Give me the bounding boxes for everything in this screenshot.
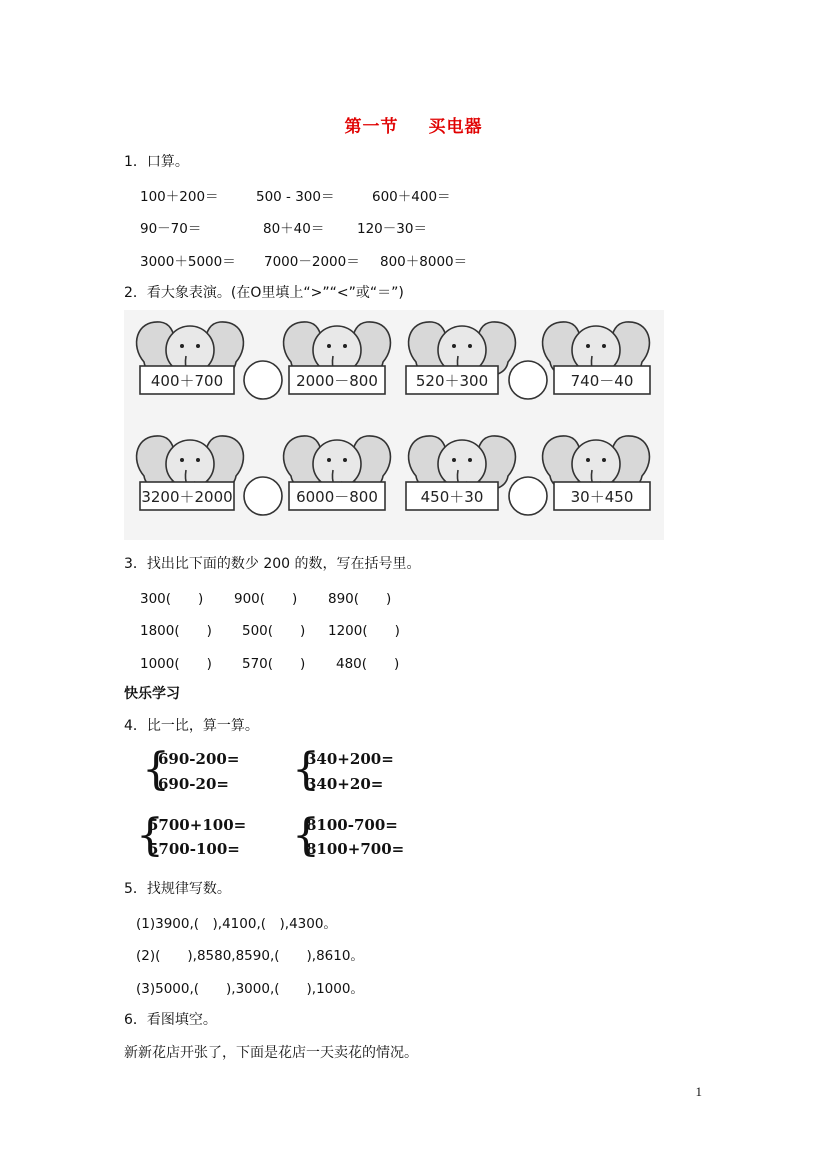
expression-text: 520＋300 [415,372,489,390]
brace-2: { [292,744,320,795]
title-part1: 第一节 [344,117,399,137]
q4-g2-a: 340+200= [306,750,394,768]
q5-label: 5．找规律写数。 [124,881,231,897]
q1-r3c3: 800＋8000＝ [380,254,468,270]
q3-r2c2: 500( ) [242,623,306,639]
q3-r1c2: 900( ) [234,591,298,607]
answer-circle[interactable] [509,477,547,515]
q1-r2c1: 90－70＝ [140,221,202,237]
q4-g2-b: 340+20= [306,775,384,793]
brace-4: { [292,810,320,861]
q3-r2c1: 1800( ) [140,623,212,639]
q3-label: 3．找出比下面的数少 200 的数，写在括号里。 [124,556,421,572]
q1-r1c1: 100＋200＝ [140,189,219,205]
q1-r1c3: 600＋400＝ [372,189,451,205]
answer-circle[interactable] [244,361,282,399]
q4-g4-b: 8100+700= [306,840,405,858]
q4-g4-a: 8100-700= [306,816,398,834]
q5-item-2: (2)( ),8580,8590,( ),8610。 [136,948,364,964]
expression-text: 450＋30 [420,488,484,506]
q3-r3c1: 1000( ) [140,656,212,672]
answer-circle[interactable] [244,477,282,515]
answer-circle[interactable] [509,361,547,399]
expression-text: 3200＋2000 [141,488,233,506]
expression-text: 30＋450 [570,488,634,506]
section-heading: 快乐学习 [124,686,180,702]
q1-label: 1．口算。 [124,154,189,170]
page-number: 1 [695,1084,702,1099]
brace-1: { [142,744,170,795]
q4-g1-b: 690-20= [158,775,229,793]
expression-text: 2000－800 [296,372,378,390]
elephant-figure [124,310,664,540]
q2-label: 2．看大象表演。(在O里填上“>”“<”或“＝”) [124,285,404,301]
q6-text: 新新花店开张了，下面是花店一天卖花的情况。 [124,1045,418,1061]
q1-r2c3: 120－30＝ [357,221,427,237]
q3-r1c3: 890( ) [328,591,392,607]
q5-item-1: (1)3900,( ),4100,( ),4300。 [136,916,337,932]
brace-3: { [136,810,164,861]
expression-text: 6000－800 [296,488,378,506]
title-part2: 买电器 [428,117,483,137]
page-title [0,112,827,137]
expression-text: 740－40 [570,372,634,390]
q1-r1c2: 500 - 300＝ [256,189,335,205]
q3-r3c2: 570( ) [242,656,306,672]
q3-r3c3: 480( ) [336,656,400,672]
expression-text: 400＋700 [150,372,224,390]
q4-g3-a: 5700+100= [148,816,247,834]
elephant-svg [124,310,664,540]
q6-label: 6．看图填空。 [124,1012,217,1028]
q3-r1c1: 300( ) [140,591,204,607]
q4-g3-b: 5700-100= [148,840,240,858]
q5-item-3: (3)5000,( ),3000,( ),1000。 [136,981,364,997]
q4-label: 4．比一比，算一算。 [124,718,259,734]
q1-r3c1: 3000＋5000＝ [140,254,236,270]
q3-r2c3: 1200( ) [328,623,400,639]
q4-g1-a: 690-200= [158,750,240,768]
q1-r2c2: 80＋40＝ [263,221,325,237]
q1-r3c2: 7000－2000＝ [264,254,360,270]
